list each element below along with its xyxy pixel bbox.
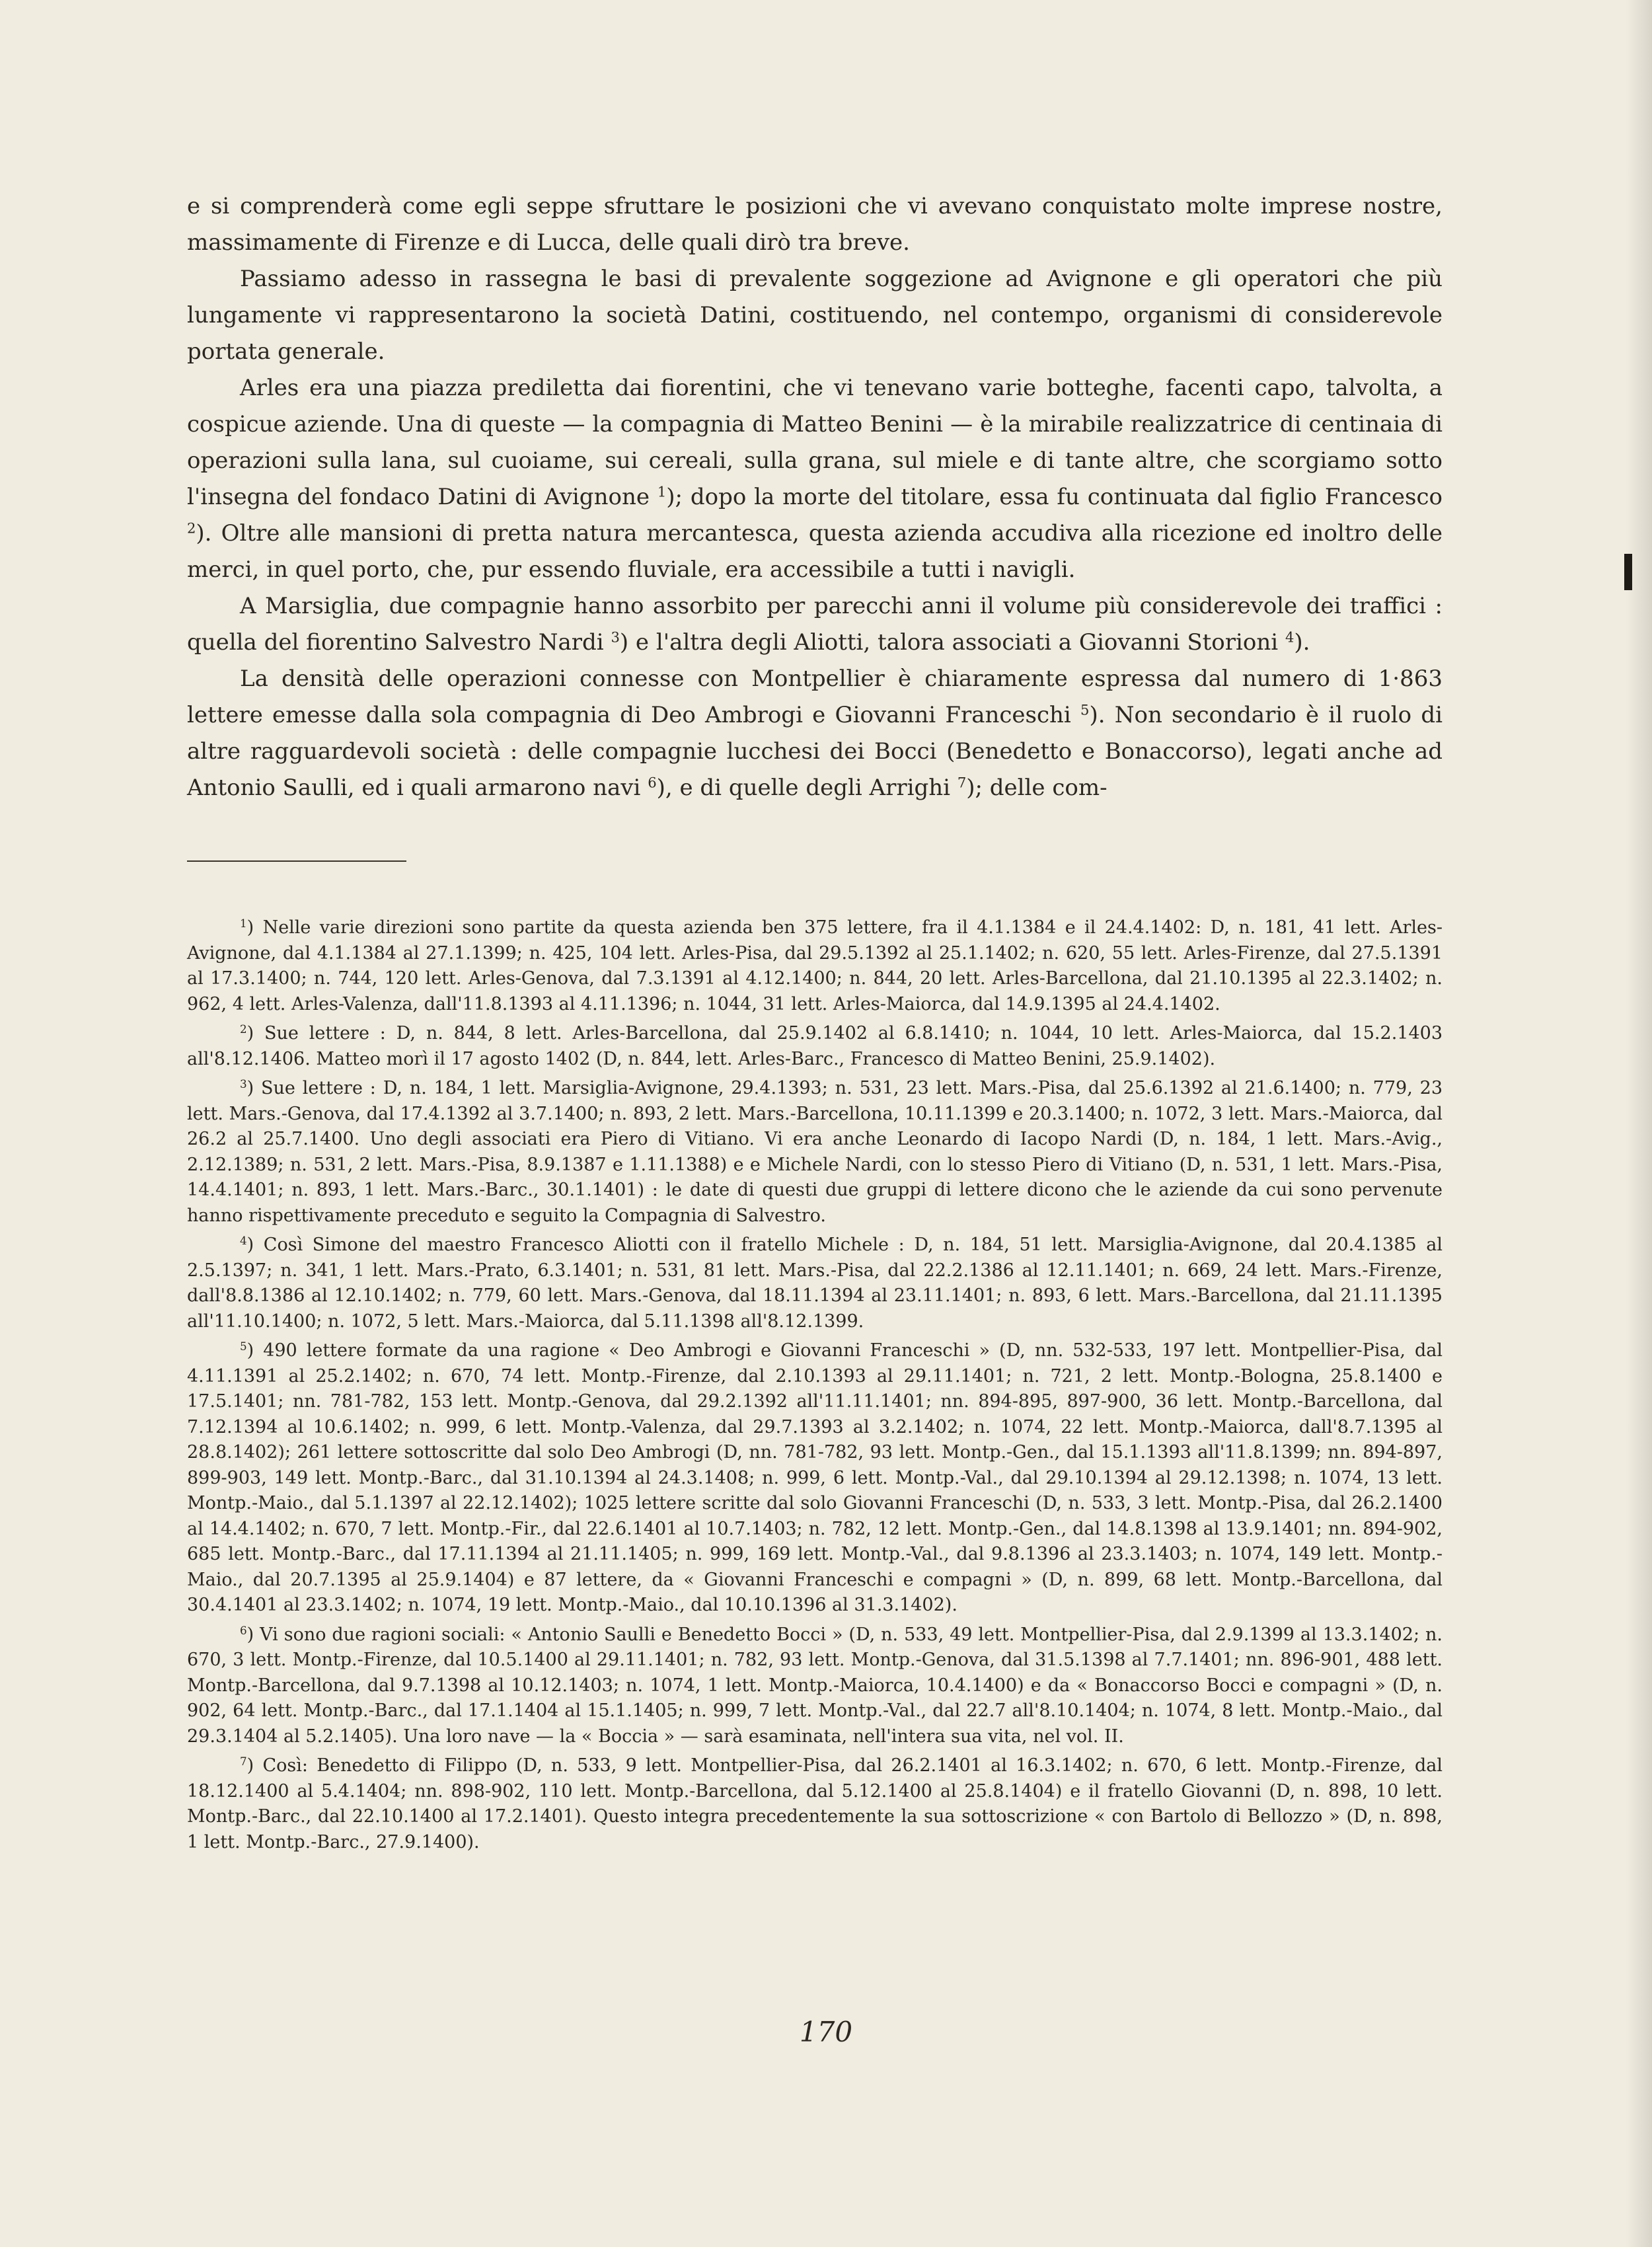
paragraph-text: ). Oltre alle mansioni di pretta natura mercantesca, questa azienda accudiva alla ricezione ed inoltro delle merci, in quel porto, che, pur essendo fluviale, era accessibile a tutti i navigli. [187,520,1443,583]
footnote-ref: 6 [648,774,657,791]
footnote-6: $^6$) Vi sono due ragioni sociali: « Antonio Saulli e Benedetto Bocci » (D, n. 533, 49 lett. Montpellier-Pisa, dal 2.9.1399 al 13.3.1402; n. 670, 3 lett. Montp.-Firenze, dal 10.5.1400 al 29.11.1401; n. 782, 93 lett. Montp.-Genova, dal 31.5.1398 al 7.7.1401; nn. 896-901, 488 lett. Montp.-Barcellona, dal 9.7.1398 al 10.12.1403; n. 1074, 1 lett. Montp.-Maiorca, 10.4.1400) e da « Bonaccorso Bocci e compagni » (D, n. 902, 64 lett. Montp.-Barc., dal 17.1.1404 al 15.1.1405; n. 999, 7 lett. Montp.-Val., dal 22.7 all'8.10.1404; n. 1074, 8 lett. Montp.-Maio., dal 29.3.1404 al 5.2.1405). Una loro nave — la « Boccia » — sarà esaminata, nell'intera sua vita, nel vol. II. [187,1623,1443,1747]
paragraph-text: ); delle com- [966,775,1108,801]
paragraph-text: e si comprenderà come egli seppe sfruttare le posizioni che vi avevano conquistato molte imprese nostre, massimamente di Firenze e di Lucca, delle quali dirò tra breve. [187,193,1443,256]
footnote-ref: 5 [1080,701,1090,718]
footnote-number: 4 [240,1233,247,1247]
footnote-number: 6 [240,1623,247,1637]
paragraph-2 [187,261,1443,370]
footnote-number: 5 [240,1339,247,1353]
paragraph-text: ), e di quelle degli Arrighi [656,775,957,801]
paragraph-text: Passiamo adesso in rassegna le basi di prevalente soggezione ad Avignone e gli operatori che più lungamente vi rappresentarono la società Datini, costituendo, nel contempo, organismi di considerevole portata generale. [187,266,1443,365]
footnote-text: Nelle varie direzioni sono partite da questa azienda ben 375 lettere, fra il 4.1.1384 e il 24.4.1402: D, n. 181, 41 lett. Arles-Avignone, dal 4.1.1384 al 27.1.1399; n. 425, 104 lett. Arles-Pisa, dal 29.5.1392 al 25.1.1402; n. 620, 55 lett. Arles-Firenze, dal 27.5.1391 al 17.3.1400; n. 744, 120 lett. Arles-Genova, dal 7.3.1391 al 4.12.1400; n. 844, 20 lett. Arles-Barcellona, dal 21.10.1395 al 22.3.1402; n. 962, 4 lett. Arles-Valenza, dall'11.8.1393 al 4.11.1396; n. 1044, 31 lett. Arles-Maiorca, dal 14.9.1395 al 24.4.1402. [187,917,1443,1014]
paragraph-text: La densità delle operazioni connesse con Montpellier è chiaramente espressa dal numero di 1·863 lettere emesse dalla sola compagnia di Deo Ambrogi e Giovanni Franceschi [187,666,1443,728]
main-text [187,188,1443,806]
footnote-text: Così Simone del maestro Francesco Aliotti con il fratello Michele : D, n. 184, 51 lett. Marsiglia-Avignone, dal 20.4.1385 al 2.5.1397; n. 341, 1 lett. Mars.-Prato, 6.3.1401; n. 531, 81 lett. Mars.-Pisa, dal 22.2.1386 al 12.11.1401; n. 669, 24 lett. Mars.-Firenze, dall'8.8.1386 al 12.10.1402; n. 779, 60 lett. Mars.-Genova, dal 18.11.1394 al 23.11.1401; n. 893, 6 lett. Mars.-Barcellona, dal 21.11.1395 all'11.10.1400; n. 1072, 5 lett. Mars.-Maiorca, dal 5.11.1398 all'8.12.1399. [187,1235,1443,1332]
paragraph-5 [187,661,1443,806]
footnote-ref: 2 [187,519,196,537]
page-edge-shadow [1626,0,1652,2247]
paragraph-text: Arles era una piazza prediletta dai fiorentini, che vi tenevano varie botteghe, facenti capo, talvolta, a cospicue aziende. Una di queste — la compagnia di Matteo Benini — è la mirabile realizzatrice di centinaia di operazioni sulla lana, sul cuoiame, sui cereali, sulla grana, sul miele e di tante altre, che scorgiamo sotto l'insegna del fondaco Datini di Avignone [187,375,1443,510]
footnote-number: 2 [240,1022,247,1036]
footnote-number: 7 [240,1754,247,1768]
footnote-4: $^4$) Così Simone del maestro Francesco Aliotti con il fratello Michele : D, n. 184, 51 lett. Marsiglia-Avignone, dal 20.4.1385 al 2.5.1397; n. 341, 1 lett. Mars.-Prato, 6.3.1401; n. 531, 81 lett. Mars.-Pisa, dal 22.2.1386 al 12.11.1401; n. 669, 24 lett. Mars.-Firenze, dall'8.8.1386 al 12.10.1402; n. 779, 60 lett. Mars.-Genova, dal 18.11.1394 al 23.11.1401; n. 893, 6 lett. Mars.-Barcellona, dal 21.11.1395 all'11.10.1400; n. 1072, 5 lett. Mars.-Maiorca, dal 5.11.1398 all'8.12.1399. [187,1233,1443,1332]
footnote-ref: 7 [957,774,967,791]
footnote-text: Così: Benedetto di Filippo (D, n. 533, 9 lett. Montpellier-Pisa, dal 26.2.1401 al 16.3.1402; n. 670, 6 lett. Montp.-Firenze, dal 18.12.1400 al 5.4.1404; nn. 898-902, 110 lett. Montp.-Barcellona, dal 5.12.1400 al 25.8.1404) e il fratello Giovanni (D, n. 898, 10 lett. Montp.-Barc., dal 22.10.1400 al 17.2.1401). Questo integra precedentemente la sua sottoscrizione « con Bartolo di Bellozzo » (D, n. 898, 1 lett. Montp.-Barc., 27.9.1400). [187,1755,1443,1852]
footnote-ref: 3 [611,628,620,646]
footnote-2: $^2$) Sue lettere : D, n. 844, 8 lett. Arles-Barcellona, dal 25.9.1402 al 6.8.1410; n. 1044, 10 lett. Arles-Maiorca, dal 15.2.1403 all'8.12.1406. Matteo morì il 17 agosto 1402 (D, n. 844, lett. Arles-Barc., Francesco di Matteo Benini, 25.9.1402). [187,1022,1443,1069]
footnote-text: Sue lettere : D, n. 184, 1 lett. Marsiglia-Avignone, 29.4.1393; n. 531, 23 lett. Mars.-Pisa, dal 25.6.1392 al 21.6.1400; n. 779, 23 lett. Mars.-Genova, dal 17.4.1392 al 3.7.1400; n. 893, 2 lett. Mars.-Barcellona, 10.11.1399 e 20.3.1400; n. 1072, 3 lett. Mars.-Maiorca, dal 26.2 al 25.7.1400. Uno degli associati era Piero di Vitiano. Vi era anche Leonardo di Iacopo Nardi (D, n. 184, 1 lett. Mars.-Avig., 2.12.1389; n. 531, 2 lett. Mars.-Pisa, 8.9.1387 e 1.11.1388) e e Michele Nardi, con lo stesso Piero di Vitiano (D, n. 531, 1 lett. Mars.-Pisa, 14.4.1401; n. 893, 1 lett. Mars.-Barc., 30.1.1401) : le date di questi due gruppi di lettere dicono che le aziende da cui sono pervenute hanno rispettivamente preceduto e seguito la Compagnia di Salvestro. [187,1078,1443,1226]
footnote-text: Vi sono due ragioni sociali: « Antonio Saulli e Benedetto Bocci » (D, n. 533, 49 lett. Montpellier-Pisa, dal 2.9.1399 al 13.3.1402; n. 670, 3 lett. Montp.-Firenze, dal 10.5.1400 al 29.11.1401; n. 782, 93 lett. Montp.-Genova, dal 31.5.1398 al 7.7.1401; nn. 896-901, 488 lett. Montp.-Barcellona, dal 9.7.1398 al 10.12.1403; n. 1074, 1 lett. Montp.-Maiorca, 10.4.1400) e da « Bonaccorso Bocci e compagni » (D, n. 902, 64 lett. Montp.-Barc., dal 17.1.1404 al 15.1.1405; n. 999, 7 lett. Montp.-Val., dal 22.7 all'8.10.1404; n. 1074, 8 lett. Montp.-Maio., dal 29.3.1404 al 5.2.1405). Una loro nave — la « Boccia » — sarà esaminata, nell'intera sua vita, nel vol. II. [187,1624,1443,1747]
paragraph-text: A Marsiglia, due compagnie hanno assorbito per parecchi anni il volume più considerevole dei traffici : quella del fiorentino Salvestro Nardi [187,593,1443,656]
footnote-number: 1 [240,916,247,930]
footnote-text: Sue lettere : D, n. 844, 8 lett. Arles-Barcellona, dal 25.9.1402 al 6.8.1410; n. 1044, 10 lett. Arles-Maiorca, dal 15.2.1403 all'8.12.1406. Matteo morì il 17 agosto 1402 (D, n. 844, lett. Arles-Barc., Francesco di Matteo Benini, 25.9.1402). [187,1023,1443,1069]
paragraph-text: ) e l'altra degli Aliotti, talora associati a Giovanni Storioni [619,629,1285,656]
page-number: 170 [799,2016,853,2048]
footnote-ref: 1 [657,483,667,500]
footnote-number: 3 [240,1077,247,1090]
paragraph-text: ); dopo la morte del titolare, essa fu continuata dal figlio Francesco [666,484,1443,510]
paragraph-text: ). Non secondario è il ruolo di altre ragguardevoli società : delle compagnie lucchesi dei Bocci (Benedetto e Bonaccorso), legati anche ad Antonio Saulli, ed i quali armarono navi [187,702,1443,801]
paragraph-4 [187,588,1443,661]
footnote-5: $^5$) 490 lettere formate da una ragione « Deo Ambrogi e Giovanni Franceschi » (D, nn. 532-533, 197 lett. Montpellier-Pisa, dal 4.11.1391 al 25.2.1402; n. 670, 74 lett. Montp.-Firenze, dal 2.10.1393 al 29.11.1401; n. 721, 2 lett. Montp.-Bologna, 25.8.1400 e 17.5.1401; nn. 781-782, 153 lett. Montp.-Genova, dal 29.2.1392 all'11.11.1401; nn. 894-895, 897-900, 36 lett. Montp.-Barcellona, dal 7.12.1394 al 10.6.1402; n. 999, 6 lett. Montp.-Valenza, dal 29.7.1393 al 3.2.1402; n. 1074, 22 lett. Montp.-Maiorca, dall'8.7.1395 al 28.8.1402); 261 lettere sottoscritte dal solo Deo Ambrogi (D, nn. 781-782, 93 lett. Montp.-Gen., dal 15.1.1393 all'11.8.1399; nn. 894-897, 899-903, 149 lett. Montp.-Barc., dal 31.10.1394 al 24.3.1408; n. 999, 6 lett. Montp.-Val., dal 29.10.1394 al 29.12.1398; n. 1074, 13 lett. Montp.-Maio., dal 5.1.1397 al 22.12.1402); 1025 lettere scritte dal solo Giovanni Franceschi (D, n. 533, 3 lett. Montp.-Pisa, dal 26.2.1400 al 14.4.1402; n. 670, 7 lett. Montp.-Fir., dal 22.6.1401 al 10.7.1403; n. 782, 12 lett. Montp.-Gen., dal 14.8.1398 al 13.9.1401; nn. 894-902, 685 lett. Montp.-Barc., dal 17.11.1394 al 21.11.1405; n. 999, 169 lett. Montp.-Val., dal 9.8.1396 al 23.3.1403; n. 1074, 149 lett. Montp.-Maio., dal 20.7.1395 al 25.9.1404) e 87 lettere, da « Giovanni Franceschi e compagni » (D, n. 899, 68 lett. Montp.-Barcellona, dal 30.4.1401 al 23.3.1402; n. 1074, 19 lett. Montp.-Maio., dal 10.10.1396 al 31.3.1402). [187,1339,1443,1615]
footnote-ref: 4 [1285,628,1295,646]
footnote-separator [187,860,406,862]
paragraph-text: ). [1294,629,1310,656]
paragraph-3 [187,370,1443,588]
footnotes [187,915,1443,1859]
footnote-1: $^1$) Nelle varie direzioni sono partite da questa azienda ben 375 lettere, fra il 4.1.1384 e il 24.4.1402: D, n. 181, 41 lett. Arles-Avignone, dal 4.1.1384 al 27.1.1399; n. 425, 104 lett. Arles-Pisa, dal 29.5.1392 al 25.1.1402; n. 620, 55 lett. Arles-Firenze, dal 27.5.1391 al 17.3.1400; n. 744, 120 lett. Arles-Genova, dal 7.3.1391 al 4.12.1400; n. 844, 20 lett. Arles-Barcellona, dal 21.10.1395 al 22.3.1402; n. 962, 4 lett. Arles-Valenza, dall'11.8.1393 al 4.11.1396; n. 1044, 31 lett. Arles-Maiorca, dal 14.9.1395 al 24.4.1402. [187,916,1443,1014]
footnote-7: $^7$) Così: Benedetto di Filippo (D, n. 533, 9 lett. Montpellier-Pisa, dal 26.2.1401 al 16.3.1402; n. 670, 6 lett. Montp.-Firenze, dal 18.12.1400 al 5.4.1404; nn. 898-902, 110 lett. Montp.-Barcellona, dal 5.12.1400 al 25.8.1404) e il fratello Giovanni (D, n. 898, 10 lett. Montp.-Barc., dal 22.10.1400 al 17.2.1401). Questo integra precedentemente la sua sottoscrizione « con Bartolo di Bellozzo » (D, n. 898, 1 lett. Montp.-Barc., 27.9.1400). [187,1754,1443,1852]
footnote-text: 490 lettere formate da una ragione « Deo Ambrogi e Giovanni Franceschi » (D, nn. 532-533, 197 lett. Montpellier-Pisa, dal 4.11.1391 al 25.2.1402; n. 670, 74 lett. Montp.-Firenze, dal 2.10.1393 al 29.11.1401; n. 721, 2 lett. Montp.-Bologna, 25.8.1400 e 17.5.1401; nn. 781-782, 153 lett. Montp.-Genova, dal 29.2.1392 all'11.11.1401; nn. 894-895, 897-900, 36 lett. Montp.-Barcellona, dal 7.12.1394 al 10.6.1402; n. 999, 6 lett. Montp.-Valenza, dal 29.7.1393 al 3.2.1402; n. 1074, 22 lett. Montp.-Maiorca, dall'8.7.1395 al 28.8.1402); 261 lettere sottoscritte dal solo Deo Ambrogi (D, nn. 781-782, 93 lett. Montp.-Gen., dal 15.1.1393 all'11.8.1399; nn. 894-897, 899-903, 149 lett. Montp.-Barc., dal 31.10.1394 al 24.3.1408; n. 999, 6 lett. Montp.-Val., dal 29.10.1394 al 29.12.1398; n. 1074, 13 lett. Montp.-Maio., dal 5.1.1397 al 22.12.1402); 1025 lettere scritte dal solo Giovanni Franceschi (D, n. 533, 3 lett. Montp.-Pisa, dal 26.2.1400 al 14.4.1402; n. 670, 7 lett. Montp.-Fir., dal 22.6.1401 al 10.7.1403; n. 782, 12 lett. Montp.-Gen., dal 14.8.1398 al 13.9.1401; nn. 894-902, 685 lett. Montp.-Barc., dal 17.11.1394 al 21.11.1405; n. 999, 169 lett. Montp.-Val., dal 9.8.1396 al 23.3.1403; n. 1074, 149 lett. Montp.-Maio., dal 20.7.1395 al 25.9.1404) e 87 lettere, da « Giovanni Franceschi e compagni » (D, n. 899, 68 lett. Montp.-Barcellona, dal 30.4.1401 al 23.3.1402; n. 1074, 19 lett. Montp.-Maio., dal 10.10.1396 al 31.3.1402). [187,1340,1443,1615]
footnote-3: $^3$) Sue lettere : D, n. 184, 1 lett. Marsiglia-Avignone, 29.4.1393; n. 531, 23 lett. Mars.-Pisa, dal 25.6.1392 al 21.6.1400; n. 779, 23 lett. Mars.-Genova, dal 17.4.1392 al 3.7.1400; n. 893, 2 lett. Mars.-Barcellona, 10.11.1399 e 20.3.1400; n. 1072, 3 lett. Mars.-Maiorca, dal 26.2 al 25.7.1400. Uno degli associati era Piero di Vitiano. Vi era anche Leonardo di Iacopo Nardi (D, n. 184, 1 lett. Mars.-Avig., 2.12.1389; n. 531, 2 lett. Mars.-Pisa, 8.9.1387 e 1.11.1388) e e Michele Nardi, con lo stesso Piero di Vitiano (D, n. 531, 1 lett. Mars.-Pisa, 14.4.1401; n. 893, 1 lett. Mars.-Barc., 30.1.1401) : le date di questi due gruppi di lettere dicono che le aziende da cui sono pervenute hanno rispettivamente preceduto e seguito la Compagnia di Salvestro. [187,1077,1443,1226]
paragraph-1 [187,188,1443,261]
margin-tab-mark [1624,554,1632,590]
